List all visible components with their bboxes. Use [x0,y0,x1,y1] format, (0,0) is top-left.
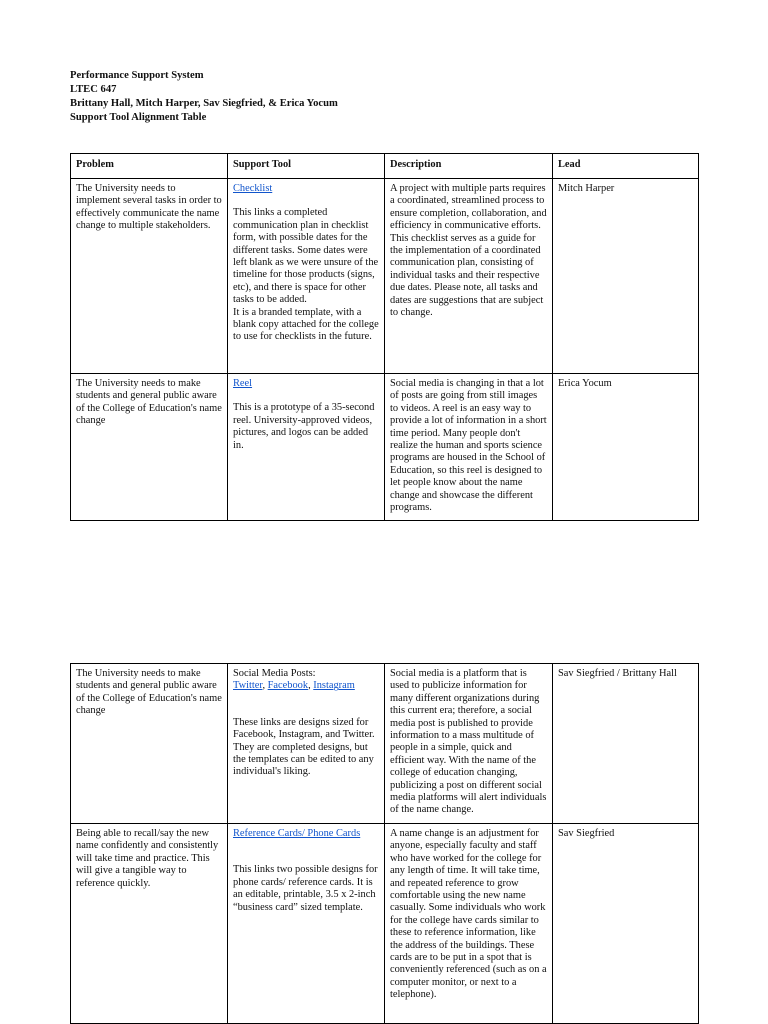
support-tool-title: Social Media Posts: [233,668,316,679]
column-header-lead: Lead [553,154,699,179]
lead-cell: Sav Siegfried [553,824,699,1024]
table-row [71,824,699,1024]
header-line-authors: Brittany Hall, Mitch Harper, Sav Siegfried, & Erica Yocum [70,98,338,109]
support-tool-text: This is a prototype of a 35-second reel. University-approved videos, pictures, and logos can be added in. [233,402,375,451]
problem-cell: The University needs to implement several tasks in order to effectively communicate the name change to multiple stakeholders. [71,179,228,374]
description-cell: A name change is an adjustment for anyone, especially faculty and staff who have worked for the college for any length of time. It will take time, and repeated reference to grow comfortable using the new name casually. Some individuals who work for the college have cards similar to these to reference information, like the address of the buildings. These cards are to be put in a spot that is conveniently referenced (such as on a computer monitor, or next to a telephone). [385,824,553,1024]
support-tool-text: These links are designs sized for Facebook, Instagram, and Twitter. They are completed designs, but the templates can be edited to any individual's liking. [233,716,375,778]
table-row [71,664,699,824]
lead-cell: Erica Yocum [553,374,699,521]
alignment-table-page-2 [70,663,699,1024]
facebook-link[interactable]: Facebook [267,680,309,692]
checklist-link[interactable]: Checklist [233,183,273,194]
problem-cell: Being able to recall/say the new name confidently and consistently will take time and practice. This will give a tangible way to reference quickly. [71,824,228,1024]
description-cell: Social media is a platform that is used to publicize information for many different organizations during this current era; therefore, a social media post is published to provide information to a mass multitude of people in a simple, quick and efficient way. With the name of the college of education changing, publicizing a post on different social media platforms will alert individuals of the name change. [385,664,553,824]
instagram-link[interactable]: Instagram [313,680,355,692]
social-links [233,680,379,692]
link-separator: , [262,680,268,692]
description-cell: Social media is changing in that a lot of posts are going from still images to videos. A reel is an easy way to provide a lot of information in a short time period. Many people don't realize the human and sports science programs are housed in the School of Education, so this reel is designed to let people know about the name change and showcase the different programs. [385,374,553,521]
support-tool-cell [228,664,385,824]
reel-link[interactable]: Reel [233,378,253,389]
support-tool-cell [228,179,385,374]
link-separator: , [308,680,314,692]
support-tool-text-extra: It is a branded template, with a blank copy attached for the college to use for checklists in the future. [233,306,379,343]
lead-cell: Sav Siegfried / Brittany Hall [553,664,699,824]
support-tool-text: This links a completed communication plan in checklist form, with possible dates for the different tasks. Some dates were left blank as we were unsure of the timeline for those products (signs, etc), and there is space for other tasks to be added. [233,207,379,306]
problem-cell: The University needs to make students and general public aware of the College of Education's name change [71,664,228,824]
header-line-title: Performance Support System [70,70,204,81]
column-header-support-tool: Support Tool [228,154,385,179]
header-line-course: LTEC 647 [70,84,117,95]
support-tool-cell [228,374,385,521]
table-row [71,374,699,521]
column-header-description: Description [385,154,553,179]
problem-cell: The University needs to make students and general public aware of the College of Education's name change [71,374,228,521]
table-row [71,179,699,374]
alignment-table-page-1 [70,153,699,521]
support-tool-text: This links two possible designs for phone cards/ reference cards. It is an editable, printable, 3.5 x 2-inch “business card” sized template. [233,864,378,913]
twitter-link[interactable]: Twitter [233,680,263,692]
lead-cell: Mitch Harper [553,179,699,374]
column-header-problem: Problem [71,154,228,179]
support-tool-cell [228,824,385,1024]
table-header-row [71,154,699,179]
header-line-subtitle: Support Tool Alignment Table [70,112,207,123]
document-header [70,69,338,125]
reference-cards-link[interactable]: Reference Cards/ Phone Cards [233,828,361,839]
description-cell: A project with multiple parts requires a coordinated, streamlined process to ensure completion, collaboration, and efficiency in communicative efforts. This checklist serves as a guide for the implementation of a coordinated communication plan, consisting of individual tasks and their respective due dates. Please note, all tasks and dates are suggestions that are subject to change. [385,179,553,374]
